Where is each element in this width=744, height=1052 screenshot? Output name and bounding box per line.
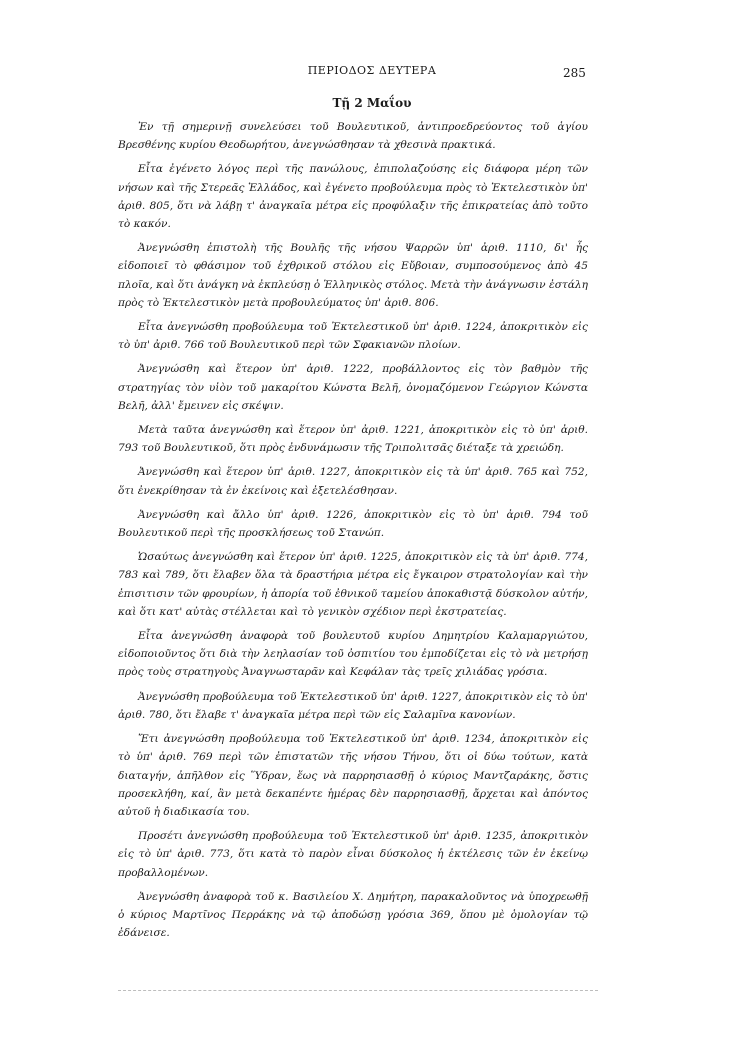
page-number: 285 [563,66,586,80]
paragraph: Εἶτα ἀνεγνώσθη προβούλευμα τοῦ Ἐκτελεστικοῦ ὑπ' ἀριθ. 1224, ἀποκριτικὸν εἰς τὸ ὑπ' ἀριθ. 766 τοῦ Βουλευτικοῦ περὶ τῶν Σφακιανῶν πλοίων. [118,321,588,352]
running-title: ΠΕΡΙΟΔΟΣ ΔΕΥΤΕΡΑ [307,64,437,77]
paragraph: Ἀνεγνώσθη καὶ ἕτερον ὑπ' ἀριθ. 1222, προβάλλοντος εἰς τὸν βαθμὸν τῆς στρατηγίας τὸν υἱὸν τοῦ μακαρίτου Κώνστα Βελῆ, ὀνομαζόμενον Γεώργιον Κώνστα Βελῆ, ἀλλ' ἔμεινεν εἰς σκέψιν. [118,363,588,412]
paragraph: Εἶτα ἐγένετο λόγος περὶ τῆς πανώλους, ἐπιπολαζούσης εἰς διάφορα μέρη τῶν νήσων καὶ τῆς Στερεᾶς Ἑλλάδος, καὶ ἐγένετο προβούλευμα πρὸς τὸ Ἐκτελεστικὸν ὑπ' ἀριθ. 805, ὅτι νὰ λάβῃ τ' ἀναγκαῖα μέτρα εἰς προφύλαξιν τῆς ἐπικρατείας ἀπὸ τοῦτο τὸ κακόν. [118,163,588,231]
paragraph: Ἔτι ἀνεγνώσθη προβούλευμα τοῦ Ἐκτελεστικοῦ ὑπ' ἀριθ. 1234, ἀποκριτικὸν εἰς τὸ ὑπ' ἀριθ. 769 περὶ τῶν ἐπιστατῶν τῆς νήσου Τήνου, ὅτι οἱ δύω τούτων, κατὰ διαταγήν, ἀπῆλθον εἰς Ὕδραν, ἕως νὰ παρρησιασθῇ ὁ κύριος Μαντζαράκης, ὅστις προσεκλήθη, καί, ἂν μετὰ δεκαπέντε ἡμέρας δὲν παρρησιασθῇ, ἄρχεται καὶ ἀπόντος αὐτοῦ ἡ διαδικασία του. [118,733,588,818]
paragraph: Εἶτα ἀνεγνώσθη ἀναφορὰ τοῦ βουλευτοῦ κυρίου Δημητρίου Καλαμαργιώτου, εἰδοποιοῦντος ὅτι διὰ τὴν λεηλασίαν τοῦ ὀσπιτίου του ἐμποδίζεται εἰς τὸ νὰ μετρήσῃ πρὸς τοὺς στρατηγοὺς Ἀναγνωσταρᾶν καὶ Κεφάλαν τὰς τρεῖς χιλιάδας γρόσια. [118,630,588,679]
paragraph: Ἀνεγνώσθη καὶ ἄλλο ὑπ' ἀριθ. 1226, ἀποκριτικὸν εἰς τὸ ὑπ' ἀριθ. 794 τοῦ Βουλευτικοῦ περὶ τῆς προσκλήσεως τοῦ Στανώπ. [118,508,588,540]
paragraph: Ἀνεγνώσθη καὶ ἕτερον ὑπ' ἀριθ. 1227, ἀποκριτικὸν εἰς τὰ ὑπ' ἀριθ. 765 καὶ 752, ὅτι ἐνεκρίθησαν τὰ ἐν ἐκείνοις καὶ ἐξετελέσθησαν. [118,466,588,497]
paragraph: Ἐν τῇ σημερινῇ συνελεύσει τοῦ Βουλευτικοῦ, ἀντιπροεδρεύοντος τοῦ ἁγίου Βρεσθένης κυρίου Θεοδωρήτου, ἀνεγνώσθησαν τὰ χθεσινὰ πρακτικά. [118,121,588,152]
paragraph: Ἀνεγνώσθη ἐπιστολὴ τῆς Βουλῆς τῆς νήσου Ψαρρῶν ὑπ' ἀριθ. 1110, δι' ἧς εἰδοποιεῖ τὸ φθάσιμον τοῦ ἐχθρικοῦ στόλου εἰς Εὔβοιαν, συμποσούμενος ἀπὸ 45 πλοῖα, καὶ ὅτι ἀνάγκη νὰ ἐκπλεύσῃ ὁ Ἑλληνικὸς στόλος. Μετὰ τὴν ἀνάγνωσιν ἐστάλη πρὸς τὸ Ἐκτελεστικὸν μετὰ προβουλεύματος ὑπ' ἀριθ. 806. [118,242,588,309]
paragraph: Προσέτι ἀνεγνώσθη προβούλευμα τοῦ Ἐκτελεστικοῦ ὑπ' ἀριθ. 1235, ἀποκριτικὸν εἰς τὸ ὑπ' ἀριθ. 773, ὅτι κατὰ τὸ παρὸν εἶναι δύσκολος ἡ ἐκτέλεσις τῶν ἐν ἐκείνῳ προβαλλομένων. [118,830,588,879]
paragraph: Ἀνεγνώσθη ἀναφορὰ τοῦ κ. Βασιλείου Χ. Δημήτρη, παρακαλοῦντος νὰ ὑποχρεωθῇ ὁ κύριος Μαρτῖνος Περράκης νὰ τῷ ἀποδώσῃ γρόσια 369, ὅπου μὲ ὁμολογίαν τῷ ἐδάνεισε. [118,890,588,940]
minutes-body [118,118,588,948]
footer-scan-rule [118,990,598,991]
paragraph: Μετὰ ταῦτα ἀνεγνώσθη καὶ ἕτερον ὑπ' ἀριθ. 1221, ἀποκριτικὸν εἰς τὸ ὑπ' ἀριθ. 793 τοῦ Βουλευτικοῦ, ὅτι πρὸς ἐνδυνάμωσιν τῆς Τριπολιτσᾶς διέταξε τὰ χρειώδη. [118,424,588,455]
paragraph: Ἀνεγνώσθη προβούλευμα τοῦ Ἐκτελεστικοῦ ὑπ' ἀριθ. 1227, ἀποκριτικὸν εἰς τὸ ὑπ' ἀριθ. 780, ὅτι ἔλαβε τ' ἀναγκαῖα μέτρα περὶ τῶν εἰς Σαλαμῖνα κανονίων. [118,690,588,721]
date-heading: Τῇ 2 Μαΐου [332,96,412,110]
paragraph: Ὡσαύτως ἀνεγνώσθη καὶ ἕτερον ὑπ' ἀριθ. 1225, ἀποκριτικὸν εἰς τὰ ὑπ' ἀριθ. 774, 783 καὶ 789, ὅτι ἔλαβεν ὅλα τὰ δραστήρια μέτρα εἰς ἔγκαιρον στρατολογίαν καὶ τὴν ἐπισιτισιν τῶν φρουρίων, ἡ ἀπορία τοῦ ἐθνικοῦ ταμείου ἀποκαθιστᾷ δύσκολον αὐτήν, καὶ ὅτι κατ' αὐτὰς στέλλεται καὶ τὸ γενικὸν σχέδιον περὶ ἐκστρατείας. [118,551,588,618]
